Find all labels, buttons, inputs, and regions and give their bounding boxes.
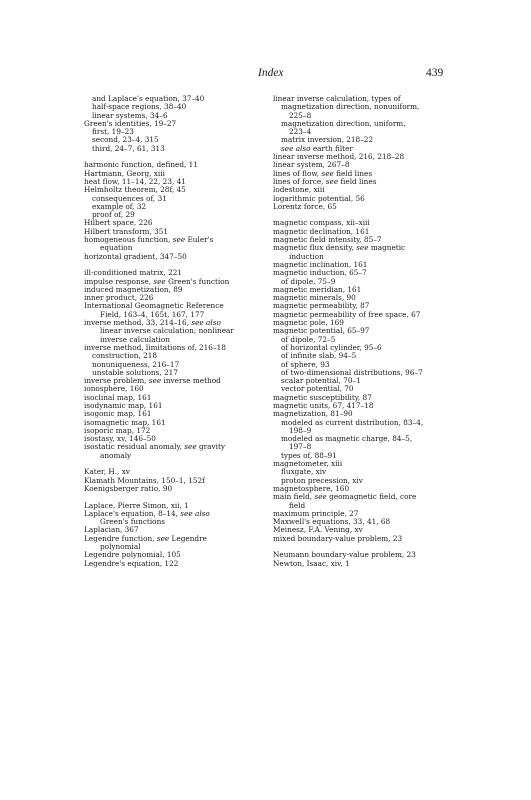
index-entry: types of, 88–91	[281, 450, 337, 460]
index-entry: horizontal gradient, 347–50	[84, 251, 187, 261]
index-entry: scalar potential, 70–1	[281, 376, 361, 386]
index-entry: vector potential, 70	[281, 384, 354, 394]
index-entry: second, 23–4, 315	[92, 135, 159, 145]
index-entry: magnetic permeability of free space, 67	[273, 309, 421, 319]
index-entry: lines of flow, see field lines	[273, 168, 373, 178]
index-entry: see also earth filter	[281, 143, 353, 153]
index-entry: of dipole, 75–9	[281, 276, 336, 286]
index-entry: fluxgate, xiv	[281, 467, 327, 477]
index-entry: 223–4	[289, 127, 312, 137]
index-entry: lines of force, see field lines	[273, 176, 377, 186]
index-entry: third, 24–7, 61, 313	[92, 143, 165, 153]
index-entry: Legendre polynomial, 105	[84, 550, 181, 560]
index-entry: Green's identities, 19–27	[84, 118, 177, 128]
index-entry: magnetic declination, 161	[273, 226, 370, 236]
index-entry: of two-dimensional distributions, 96–7	[281, 367, 423, 377]
index-entry: magnetic minerals, 90	[273, 293, 356, 303]
index-entry: inverse problem, see inverse method	[84, 376, 221, 386]
running-header	[0, 66, 531, 80]
index-entry: Laplacian, 367	[84, 525, 139, 535]
index-entry: Helmholtz theorem, 28f, 45	[84, 185, 186, 195]
index-entry: induction	[289, 251, 324, 261]
index-entry: equation	[100, 243, 133, 253]
index-entry: Newton, Isaac, xiv, 1	[273, 558, 350, 568]
index-entry: unstable solutions, 217	[92, 367, 178, 377]
index-entry: linear inverse calculation, types of	[273, 94, 401, 103]
index-entry: isostatic residual anomaly, see gravity	[84, 442, 226, 452]
index-entry: heat flow, 11–14, 22, 23, 41	[84, 176, 186, 186]
index-entry: Meinesz, F.A. Vening, xv	[273, 525, 363, 535]
index-entry: Green's functions	[100, 517, 166, 527]
index-entry: inverse method, 33, 214–16, see also	[84, 318, 221, 328]
index-entry: proof of, 29	[92, 210, 135, 220]
index-entry: magnetic meridian, 161	[273, 284, 362, 294]
index-entry: isoclinal map, 161	[84, 392, 152, 402]
index-entry: modeled as magnetic charge, 84–5,	[281, 434, 413, 444]
index-entry: linear inverse calculation; nonlinear	[100, 326, 234, 336]
index-entry: Kater, H., xv	[84, 467, 130, 477]
index-entry: magnetic susceptibility, 87	[273, 392, 372, 402]
index-entry: Hilbert transform, 351	[84, 226, 169, 236]
index-entry: Hartmann, Georg, xiii	[84, 168, 165, 178]
index-entry: example of, 32	[92, 201, 147, 211]
index-entry: linear system, 267–8	[273, 160, 350, 170]
index-entry: and Laplace's equation, 37–40	[92, 94, 205, 103]
index-entry: magnetic permeability, 87	[273, 301, 370, 311]
index-entry: Maxwell's equations, 33, 41, 68	[273, 517, 391, 527]
index-entry: magnetic compass, xii–xiii	[273, 218, 370, 228]
index-entry: magnetosphere, 160	[273, 483, 350, 493]
index-entry: Klamath Mountains, 150–1, 152f	[84, 475, 205, 485]
index-entry: of infinite slab, 94–5	[281, 351, 357, 361]
index-entry: ionosphere, 160	[84, 384, 144, 394]
index-entry: modeled as current distribution, 83–4,	[281, 417, 424, 427]
index-entry: magnetic potential, 65–97	[273, 326, 370, 336]
index-entry: lodestone, xiii	[273, 185, 325, 195]
index-entry: of dipole, 72–5	[281, 334, 336, 344]
index-entry: magnetic field intensity, 85–7	[273, 235, 382, 245]
index-column-right	[273, 95, 458, 568]
index-entry: of horizontal cylinder, 95–6	[281, 342, 382, 352]
index-entry: polynomial	[100, 542, 141, 552]
index-entry: isomagnetic map, 161	[84, 417, 166, 427]
page-number: 439	[426, 67, 444, 79]
index-entry: main field, see geomagnetic field, core	[273, 492, 417, 502]
index-entry: induced magnetization, 89	[84, 284, 183, 294]
index-entry: inverse method, limitations of, 216–18	[84, 342, 226, 352]
index-entry: magnetic inclination, 161	[273, 259, 368, 269]
index-entry: half-space regions, 38–40	[92, 102, 187, 112]
index-entry: construction, 218	[92, 351, 158, 361]
index-entry: isoporic map, 172	[84, 425, 151, 435]
index-entry: Koenigsberger ratio, 90	[84, 483, 173, 493]
running-title: Index	[258, 67, 284, 79]
index-entry: magnetometer, xiii	[273, 459, 343, 469]
index-entry: Hilbert space, 226	[84, 218, 153, 228]
index-entry: isodynamic map, 161	[84, 400, 163, 410]
index-entry: anomaly	[100, 450, 132, 460]
index-entry: nonuniqueness, 216–17	[92, 359, 180, 369]
index-entry: impulse response, see Green's function	[84, 276, 230, 286]
index-entry: linear systems, 34–6	[92, 110, 168, 120]
index-entry: inverse calculation	[100, 334, 170, 344]
index-entry: magnetic flux density, see magnetic	[273, 243, 406, 253]
index-entry: homogeneous function, see Euler's	[84, 235, 214, 245]
index-entry: International Geomagnetic Reference	[84, 301, 224, 311]
index-entry: 197–8	[289, 442, 312, 452]
index-entry: linear inverse method, 216, 218–28	[273, 152, 405, 162]
index-entry: logarithmic potential, 56	[273, 193, 365, 203]
index-entry: isostasy, xv, 146–50	[84, 434, 156, 444]
index-entry: magnetic induction, 65–7	[273, 268, 367, 278]
index-entry: Legendre function, see Legendre	[84, 533, 207, 543]
index-entry: Laplace, Pierre Simon, xii, 1	[84, 500, 189, 510]
index-entry: Legendre's equation, 122	[84, 558, 179, 568]
index-entry: magnetization direction, uniform,	[281, 118, 406, 128]
index-entry: harmonic function, defined, 11	[84, 160, 198, 170]
index-entry: maximum principle, 27	[273, 508, 359, 518]
index-entry: inner product, 226	[84, 293, 154, 303]
index-entry: Field, 163–4, 165t, 167, 177	[100, 309, 205, 319]
index-entry: proton precession, xiv	[281, 475, 363, 485]
index-entry: mixed boundary-value problem, 23	[273, 533, 403, 543]
index-entry: magnetic pole, 169	[273, 318, 344, 328]
index-entry: Lorentz force, 65	[273, 201, 337, 211]
index-entry: magnetization, 81–90	[273, 409, 353, 419]
index-entry: Laplace's equation, 8–14, see also	[84, 508, 210, 518]
index-entry: field	[289, 500, 306, 510]
index-entry: 198–9	[289, 425, 312, 435]
index-entry: consequences of, 31	[92, 193, 167, 203]
index-entry: magnetization direction, nonuniform,	[281, 102, 420, 112]
index-entry: ill-conditioned matrix, 221	[84, 268, 183, 278]
index-entry: matrix inversion, 218–22	[281, 135, 374, 145]
index-entry: first, 19–23	[92, 127, 134, 137]
index-entry: magnetic units, 67, 417–18	[273, 400, 374, 410]
index-entry: of sphere, 93	[281, 359, 330, 369]
index-entry: isogonic map, 161	[84, 409, 152, 419]
index-entry: Neumann boundary-value problem, 23	[273, 550, 416, 560]
index-entry: 225–8	[289, 110, 312, 120]
index-column-left	[84, 95, 264, 568]
